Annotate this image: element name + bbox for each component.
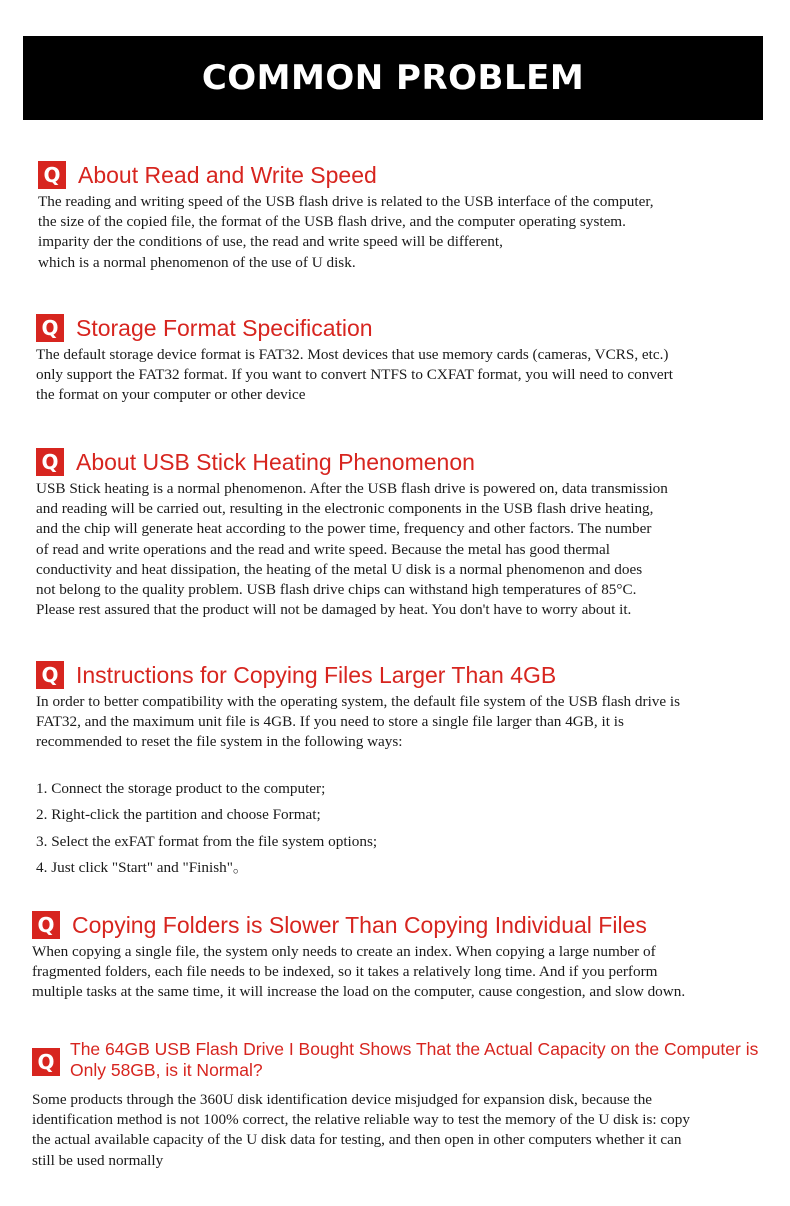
faq-copy-folders xyxy=(32,910,777,1003)
page-header xyxy=(23,36,763,120)
faq-question-title: Storage Format Specification xyxy=(76,314,373,341)
question-icon: Q xyxy=(36,661,64,689)
answer-line: The default storage device format is FAT32. Most devices that use memory cards (cameras, VCRS, etc.) xyxy=(36,346,669,363)
answer-line: of read and write operations and the read and write speed. Because the metal has good thermal xyxy=(36,540,610,558)
answer-line: fragmented folders, each file needs to be indexed, so it takes a relatively long time. And if you perform xyxy=(32,963,658,981)
faq-answer xyxy=(36,479,781,620)
answer-line: conductivity and heat dissipation, the heating of the metal U disk is a normal phenomenon and does xyxy=(36,560,643,578)
faq-question-title: Copying Folders is Slower Than Copying Individual Files xyxy=(72,911,647,938)
faq-question-title: Instructions for Copying Files Larger Than 4GB xyxy=(76,661,557,688)
answer-line: The reading and writing speed of the USB flash drive is related to the USB interface of the computer, xyxy=(38,193,654,210)
faq-actual-capacity xyxy=(32,1039,777,1171)
faq-question-title: About USB Stick Heating Phenomenon xyxy=(76,448,475,475)
step-item: 1. Connect the storage product to the computer; xyxy=(36,779,326,797)
answer-line: which is a normal phenomenon of the use of U disk. xyxy=(38,253,356,271)
question-icon: Q xyxy=(36,314,64,342)
faq-answer xyxy=(38,192,783,273)
answer-line: identification method is not 100% correct, the relative reliable way to test the memory of the U disk is: copy xyxy=(32,1111,690,1129)
faq-question-title: About Read and Write Speed xyxy=(78,161,377,188)
faq-storage-format xyxy=(36,313,781,406)
answer-line: Some products through the 360U disk identification device misjudged for expansion disk, because the xyxy=(32,1091,653,1108)
answer-line: recommended to reset the file system in the following ways: xyxy=(36,733,403,751)
faq-answer xyxy=(32,942,777,1003)
answer-line: When copying a single file, the system only needs to create an index. When copying a large number of xyxy=(32,943,656,960)
answer-line: In order to better compatibility with the operating system, the default file system of the USB flash drive is xyxy=(36,693,681,710)
question-icon: Q xyxy=(32,1048,60,1076)
faq-usb-heating xyxy=(36,447,781,620)
answer-line: FAT32, and the maximum unit file is 4GB. If you need to store a single file larger than 4GB, it is xyxy=(36,713,624,731)
answer-line: the format on your computer or other device xyxy=(36,386,306,404)
page-title: COMMON PROBLEM xyxy=(201,58,585,98)
step-item: 3. Select the exFAT format from the file system options; xyxy=(36,832,378,850)
answer-line: and reading will be carried out, resulting in the electronic components in the USB flash drive heating, xyxy=(36,500,654,518)
faq-question-title xyxy=(70,1039,770,1081)
answer-line: multiple tasks at the same time, it will increase the load on the computer, cause congestion, and slow down. xyxy=(32,983,686,1001)
faq-question-row xyxy=(32,1039,777,1081)
question-icon: Q xyxy=(38,161,66,189)
answer-line: and the chip will generate heat according to the power time, frequency and other factors. The number xyxy=(36,520,652,538)
step-item: 2. Right-click the partition and choose Format; xyxy=(36,806,321,824)
faq-question-row xyxy=(38,160,783,190)
faq-question-row xyxy=(36,660,781,690)
faq-answer xyxy=(36,692,781,753)
faq-question-row xyxy=(36,447,781,477)
answer-line: the actual available capacity of the U disk data for testing, and then open in other computers whether it can xyxy=(32,1131,682,1149)
answer-line: Please rest assured that the product will not be damaged by heat. You don't have to worry about it. xyxy=(36,601,632,619)
answer-line: imparity der the conditions of use, the read and write speed will be different, xyxy=(38,233,503,251)
answer-line: still be used normally xyxy=(32,1151,164,1169)
step-item: 4. Just click "Start" and "Finish"。 xyxy=(36,859,249,877)
answer-line: only support the FAT32 format. If you want to convert NTFS to CXFAT format, you will need to convert xyxy=(36,366,673,384)
question-title-line: The 64GB USB Flash Drive I Bought Shows That the Actual Capacity on the Computer is xyxy=(70,1039,759,1059)
question-title-line: Only 58GB, is it Normal? xyxy=(70,1060,263,1080)
faq-read-write-speed xyxy=(38,160,783,273)
question-icon: Q xyxy=(36,448,64,476)
faq-answer xyxy=(32,1090,777,1171)
faq-question-row xyxy=(32,910,777,940)
answer-line: not belong to the quality problem. USB flash drive chips can withstand high temperatures of 85°C. xyxy=(36,581,637,599)
answer-line: USB Stick heating is a normal phenomenon. After the USB flash drive is powered on, data transmission xyxy=(36,480,668,497)
faq-question-row xyxy=(36,313,781,343)
faq-copy-large-files xyxy=(36,660,781,882)
answer-line: the size of the copied file, the format of the USB flash drive, and the computer operating system. xyxy=(38,213,626,231)
faq-answer xyxy=(36,345,781,406)
format-steps-list xyxy=(36,776,781,882)
question-icon: Q xyxy=(32,911,60,939)
